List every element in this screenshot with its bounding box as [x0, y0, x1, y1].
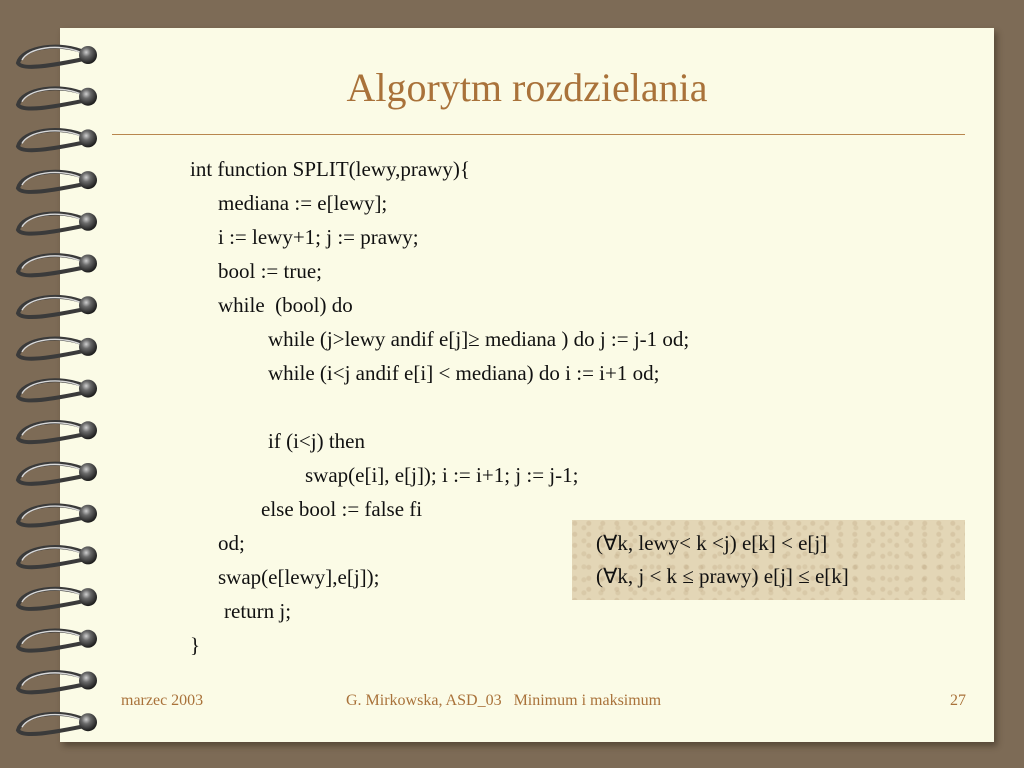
code-line: i := lewy+1; j := prawy;: [218, 225, 419, 249]
footer-course: G. Mirkowska, ASD_03 Minimum i maksimum: [346, 692, 662, 709]
binding-wire: [18, 589, 86, 609]
binding-wire: [18, 547, 86, 567]
code-line: swap(e[lewy],e[j]);: [218, 565, 380, 589]
binding-wire: [18, 339, 86, 359]
code-line: int function SPLIT(lewy,prawy){: [190, 157, 470, 181]
footer-date: marzec 2003: [121, 692, 204, 709]
code-line: mediana := e[lewy];: [218, 191, 388, 215]
binding-hole: [79, 421, 97, 439]
code-line: }: [190, 633, 201, 657]
binding-hole: [79, 380, 97, 398]
invariant-line: (∀k, j < k ≤ prawy) e[j] ≤ e[k]: [596, 564, 849, 588]
binding-hole: [79, 672, 97, 690]
binding-wire: [18, 672, 86, 692]
binding-wire: [18, 380, 86, 400]
binding-wire: [18, 297, 86, 317]
binding-wire: [18, 714, 86, 734]
binding-wire: [18, 255, 86, 275]
binding-hole: [79, 46, 97, 64]
code-line: bool := true;: [218, 259, 322, 283]
binding-hole: [79, 213, 97, 231]
spiral-binding: [0, 0, 110, 768]
binding-wire: [18, 464, 86, 484]
binding-wire: [18, 505, 86, 525]
code-line: else bool := false fi: [261, 497, 423, 521]
binding-hole: [79, 505, 97, 523]
invariant-line: (∀k, lewy< k <j) e[k] < e[j]: [596, 531, 828, 555]
binding-wire: [18, 213, 86, 233]
code-line: swap(e[i], e[j]); i := i+1; j := j-1;: [305, 463, 579, 487]
binding-hole: [79, 296, 97, 314]
code-line: if (i<j) then: [268, 429, 365, 453]
code-line: return j;: [224, 599, 292, 623]
binding-hole: [79, 588, 97, 606]
binding-wire: [18, 130, 86, 150]
binding-hole: [79, 463, 97, 481]
code-line: while (bool) do: [218, 293, 353, 317]
binding-wire: [18, 172, 86, 192]
binding-hole: [79, 129, 97, 147]
code-line: od;: [218, 531, 245, 555]
binding-hole: [79, 713, 97, 731]
invariant-box: [572, 520, 965, 600]
binding-hole: [79, 171, 97, 189]
binding-hole: [79, 546, 97, 564]
binding-hole: [79, 255, 97, 273]
binding-hole: [79, 630, 97, 648]
slide-page: [60, 28, 994, 742]
slide-title: Algorytm rozdzielania: [346, 65, 708, 110]
binding-wire: [18, 630, 86, 650]
binding-hole: [79, 338, 97, 356]
binding-wire: [18, 422, 86, 442]
code-line: while (i<j andif e[i] < mediana) do i := i+1 od;: [268, 361, 660, 385]
code-line: while (j>lewy andif e[j]≥ mediana ) do j := j-1 od;: [268, 327, 690, 351]
title-divider: [112, 134, 965, 135]
footer-page-number: 27: [950, 692, 966, 709]
